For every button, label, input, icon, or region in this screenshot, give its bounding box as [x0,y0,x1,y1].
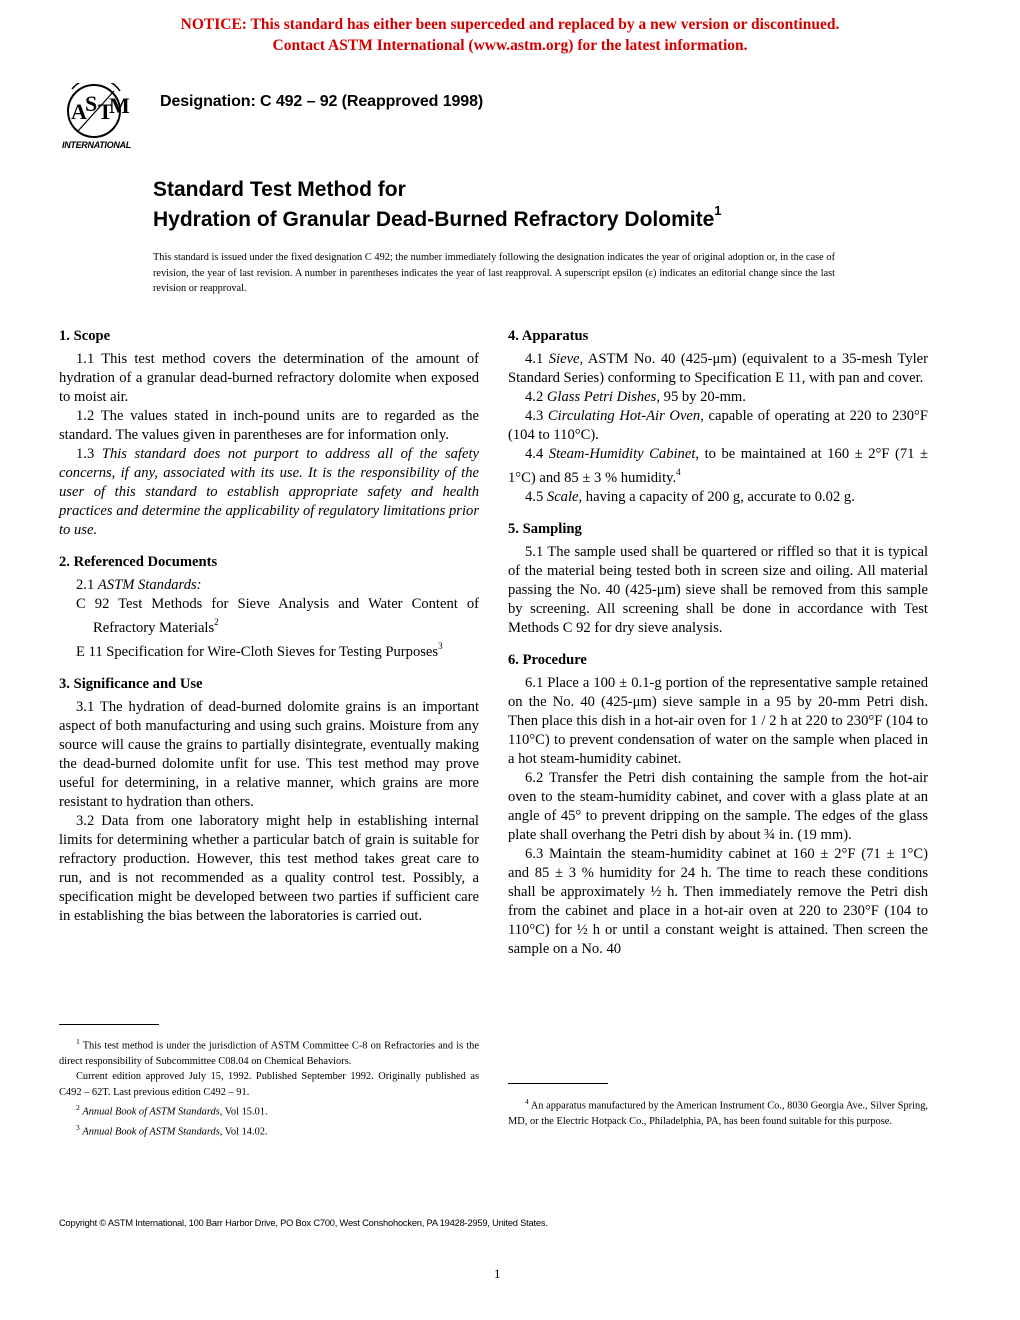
footnote-4-text: An apparatus manufactured by the American Instrument Co., 8030 Georgia Ave., Silver Spring, MD, or the Electric Hotpack Co., Philadelphia, PA, has been found suitable for this purpose. [508,1100,928,1127]
footnote-1-text: This test method is under the jurisdiction of ASTM Committee C-8 on Refractories and is the direct responsibility of Subcommittee C08.04 on Chemical Behaviors. [59,1040,479,1067]
footnote-1b: Current edition approved July 15, 1992. Published September 1992. Originally published as C492 – 62T. Last previous edition C492 – 91. [59,1071,479,1098]
significance-p2: 3.2 Data from one laboratory might help in establishing internal limits for determining whether a particular batch of grain is suitable for refractory production. However, this test method takes great care to run, and is not recommended as a quality control test. Possibly, a specification might be developed between two parties if sufficient care in establishing the bias between the laboratories is carried out. [59,812,479,924]
apparatus-1-rest: , ASTM No. 40 (425-μm) (equivalent to a 35-mesh Tyler Standard Series) conforming to Specification E 11, with pan and cover. [508,351,929,386]
apparatus-3-num: 4.3 [525,408,548,424]
footnote-2-text: Annual Book of ASTM Standards [82,1106,220,1118]
procedure-p3: 6.3 Maintain the steam-humidity cabinet at 160 ± 2°F (71 ± 1°C) and 85 ± 3 % humidity for 24 h. The time to reach these conditions shall be approximately ½ h. Then immediately remove the Petri dish from the cabinet and place in a hot-air oven at 220 to 230°F (104 to 110°C) for ½ h or until a constant weight is attained. Then screen the sample on a No. 40 [508,845,928,957]
notice-line-2: Contact ASTM International (www.astm.org) for the latest information. [272,37,748,54]
notice-line-1: NOTICE: This standard has either been superceded and replaced by a new version or discontinued. [180,16,840,33]
title-main: Hydration of Granular Dead-Burned Refractory Dolomite [153,208,715,231]
footnote-3 [59,1120,479,1140]
sampling-heading: 5. Sampling [508,520,582,537]
section-significance [59,674,479,926]
apparatus-heading: 4. Apparatus [508,328,589,344]
sampling-p1: 5.1 The sample used shall be quartered or riffled so that it is typical of the material being tested both in screen size and oiling. All material passing the No. 40 (425-μm) sieve shall be removed from this sample by screening. All screening shall be done in accordance with Test Methods C 92 for dry sieve analysis. [508,543,928,636]
section-procedure [508,650,928,959]
ref-e11-text: E 11 Specification for Wire-Cloth Sieves for Testing Purposes [76,643,439,660]
title-line-1: Standard Test Method for [153,178,406,201]
scope-p1: 1.1 This test method covers the determination of the amount of hydration of a granular dead-burned refractory dolomite when exposed to moist air. [59,351,479,405]
apparatus-item-2 [508,388,928,407]
procedure-p2: 6.2 Transfer the Petri dish containing the sample from the hot-air oven to the steam-humidity cabinet, and cover with a glass plate at an angle of 45° to prevent dripping on the sample. The edges of the glass plate shall overhang the Petri dish by about ¾ in. (19 mm). [508,769,928,843]
left-footnotes [59,1034,479,1140]
ref-c92-fn: 2 [214,617,219,627]
apparatus-item-5 [508,488,928,507]
ref-c92 [76,595,479,638]
apparatus-2-rest: , 95 by 20-mm. [656,389,746,405]
section-sampling [508,519,928,638]
scope-p3-italic: This standard does not purport to address all of the safety concerns, if any, associated with its use. It is the responsibility of the user of this standard to establish appropriate safety and health practices and determine the applicability of regulatory limitations prior to use. [59,446,479,538]
apparatus-4-fn: 4 [676,467,681,477]
svg-text:M: M [109,93,130,118]
procedure-heading: 6. Procedure [508,651,587,668]
footnote-3-mark: 3 [76,1123,80,1133]
right-footnote-rule [508,1083,608,1084]
apparatus-1-name: Sieve [548,351,580,367]
apparatus-2-name: Glass Petri Dishes [546,389,657,405]
right-column [508,326,928,971]
footnote-3-text: Annual Book of ASTM Standards [82,1126,220,1138]
apparatus-3-name: Circulating Hot-Air Oven [547,408,701,424]
scope-p3 [59,445,479,540]
apparatus-1-num: 4.1 [525,351,549,367]
left-column [59,326,479,938]
scope-heading: 1. Scope [59,328,111,344]
ref-e11 [76,638,479,662]
apparatus-item-3 [508,407,928,445]
referenced-sub-label: ASTM Standards: [97,577,202,593]
apparatus-5-rest: , having a capacity of 200 g, accurate to 0.02 g. [578,488,855,505]
footnote-2 [59,1100,479,1120]
ref-c92-text: C 92 Test Methods for Sieve Analysis and Water Content of Refractory Materials [76,596,479,636]
svg-text:A: A [71,99,87,124]
section-apparatus [508,326,928,507]
significance-p1: 3.1 The hydration of dead-burned dolomite grains is an important aspect of both manufacturing and using such grains. Moisture from any source will cause the grains to partially disintegrate, eventually making the dead-burned dolomite unfit for use. This test method may prove useful for determining, in a relative manner, which grains are more resistant to hydration than others. [59,698,479,810]
svg-text:T: T [98,99,113,124]
footnote-4-mark: 4 [525,1097,529,1106]
footnote-2-vol: , Vol 15.01. [219,1106,268,1118]
footnote-2-mark: 2 [76,1103,80,1113]
right-footnotes [508,1094,928,1129]
svg-text:S: S [85,91,98,116]
footnote-1-mark: 1 [76,1037,80,1046]
section-scope [59,326,479,540]
apparatus-3-rest: , capable of operating at 220 to 230°F (104 to 110°C). [508,408,929,443]
copyright: Copyright © ASTM International, 100 Barr Harbor Drive, PO Box C700, West Conshohocken, PA 19428-2959, United States. [59,1218,548,1228]
title-footnote-mark: 1 [714,203,722,218]
footnote-4 [508,1094,928,1129]
apparatus-4-rest: , to be maintained at 160 ± 2°F (71 ± 1°C) and 85 ± 3 % humidity. [508,446,929,486]
referenced-sub-num: 2.1 [76,577,98,593]
apparatus-4-name: Steam-Humidity Cabinet [548,446,696,462]
referenced-heading: 2. Referenced Documents [59,554,218,570]
logo-international-text: INTERNATIONAL [62,140,131,150]
scope-p3-num: 1.3 [76,446,102,462]
apparatus-4-num: 4.4 [525,446,549,462]
referenced-sub [59,576,479,595]
astm-logo [58,83,146,153]
footnote-1 [59,1034,479,1069]
title-line-2 [153,202,721,232]
significance-heading: 3. Significance and Use [59,675,203,692]
apparatus-item-4 [508,445,928,488]
issued-note: This standard is issued under the fixed designation C 492; the number immediately following the designation indicates the year of original adoption or, in the case of revision, the year of last revision. A number in parentheses indicates the year of last reapproval. A superscript epsilon (ε) indicates an editorial change since the last revision or reapproval. [153,252,835,294]
page-number: 1 [494,1266,501,1281]
apparatus-5-name: Scale [546,488,579,505]
apparatus-item-1 [508,350,928,388]
scope-p2: 1.2 The values stated in inch-pound units are to regarded as the standard. The values given in parentheses are for information only. [59,408,479,443]
section-referenced [59,552,479,662]
designation: Designation: C 492 – 92 (Reapproved 1998) [160,93,484,110]
procedure-p1: 6.1 Place a 100 ± 0.1-g portion of the representative sample retained on the No. 40 (425-μm) sieve sample in a 95 by 20-mm Petri dish. Then place this dish in a hot-air oven for 1 / 2 h at 220 to 230°F (104 to 110°C) to prevent condensation of water on the sample when placed in a hot steam-humidity cabinet. [508,674,928,767]
apparatus-2-num: 4.2 [525,389,547,405]
apparatus-5-num: 4.5 [525,488,547,505]
left-footnote-rule [59,1024,159,1025]
ref-e11-fn: 3 [438,640,443,651]
footnote-3-vol: , Vol 14.02. [219,1126,268,1138]
